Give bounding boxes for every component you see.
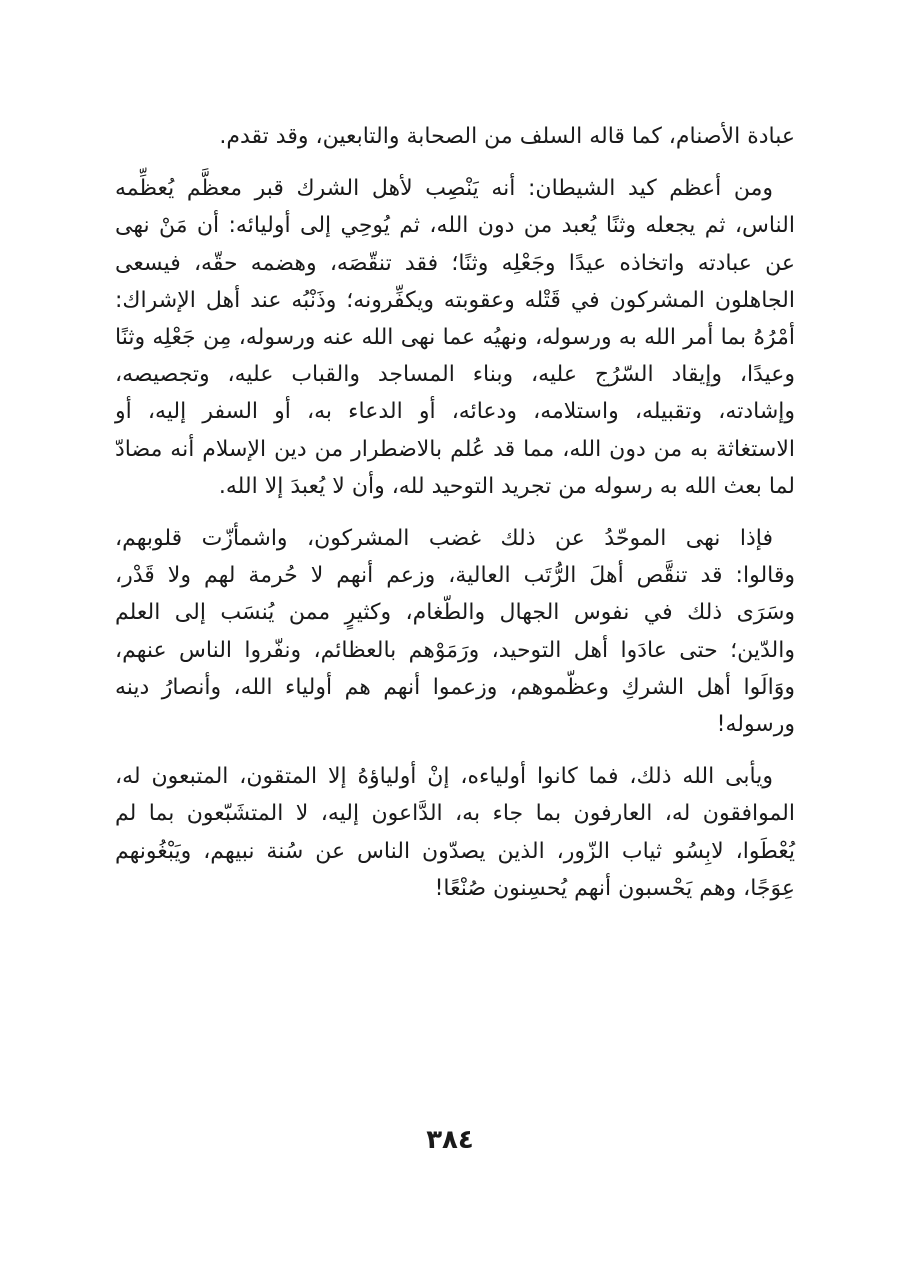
page-number: ٣٨٤: [426, 1125, 474, 1155]
text-line: يُعْطَوا، لابِسُو ثياب الزّور، الذين يصدّون الناس عن سُنة نبيهم، ويَبْغُونهم: [115, 838, 795, 864]
paragraph-3: [115, 520, 795, 743]
text-line: الموافقون له، العارفون بما جاء به، الدَّاعون إليه، لا المتشَبّعون بما لم: [115, 801, 795, 827]
text-line: وعيدًا، وإيقاد السّرُج عليه، وبناء المساجد والقباب عليه، وتجصيصه،: [115, 362, 795, 388]
text-line: وقالوا: قد تنقَّص أهلَ الرُّتَب العالية، وزعم أنهم لا حُرمة لهم ولا قَدْر،: [115, 563, 795, 589]
text-line: الجاهلون المشركون في قَتْله وعقوبته ويكفِّرونه؛ وذَنْبُه عند أهل الإشراك:: [115, 287, 795, 313]
text-line: والدّين؛ حتى عادَوا أهل التوحيد، ورَمَوْهم بالعظائم، ونفّروا الناس عنهم،: [115, 637, 795, 663]
text-line: عبادة الأصنام، كما قاله السلف من الصحابة والتابعين، وقد تقدم.: [219, 124, 795, 149]
text-line: الاستغاثة به من دون الله، مما قد عُلم بالاضطرار من دين الإسلام أنه مضادّ: [115, 436, 795, 462]
text-line: وإشادته، وتقبيله، واستلامه، ودعائه، أو الدعاء به، أو السفر إليه، أو: [115, 399, 795, 425]
paragraph-4: [115, 758, 795, 907]
text-line: ومن أعظم كيد الشيطان: أنه يَنْصِب لأهل الشرك قبر معظَّم يُعظِّمه: [115, 176, 773, 202]
text-line: ورسوله!: [716, 712, 795, 738]
text-line: فإذا نهى الموحّدُ عن ذلك غضب المشركون، واشمأزّت قلوبهم،: [115, 526, 773, 552]
text-line: وسَرَى ذلك في نفوس الجهال والطّغام، وكثيرٍ ممن يُنسَب إلى العلم: [115, 600, 795, 626]
text-line: لما بعث الله به رسوله من تجريد التوحيد لله، وأن لا يُعبدَ إلا الله.: [218, 473, 795, 499]
paragraph-2: [115, 170, 795, 505]
text-line: أمْرُهُ بما أمر الله به ورسوله، ونهيُه عما نهى الله عنه ورسوله، مِن جَعْلِه وثنًا: [115, 325, 795, 351]
text-line: ووَالَوا أهل الشركِ وعظّموهم، وزعموا أنهم هم أولياء الله، وأنصارُ دينه: [115, 674, 795, 700]
text-line: الناس، ثم يجعله وثنًا يُعبد من دون الله، ثم يُوحِي إلى أوليائه: أن مَنْ نهى: [115, 213, 795, 239]
text-line: عِوَجًا، وهم يَحْسبون أنهم يُحسِنون صُنْعًا!: [434, 875, 795, 901]
paragraph-1: [115, 118, 795, 155]
text-line: ويأبى الله ذلك، فما كانوا أولياءه، إنْ أولياؤهُ إلا المتقون، المتبعون له،: [115, 764, 773, 790]
text-line: عن عبادته واتخاذه عيدًا وجَعْلِه وثنًا؛ فقد تنقّصَه، وهضمه حقّه، فيسعى: [115, 250, 795, 276]
